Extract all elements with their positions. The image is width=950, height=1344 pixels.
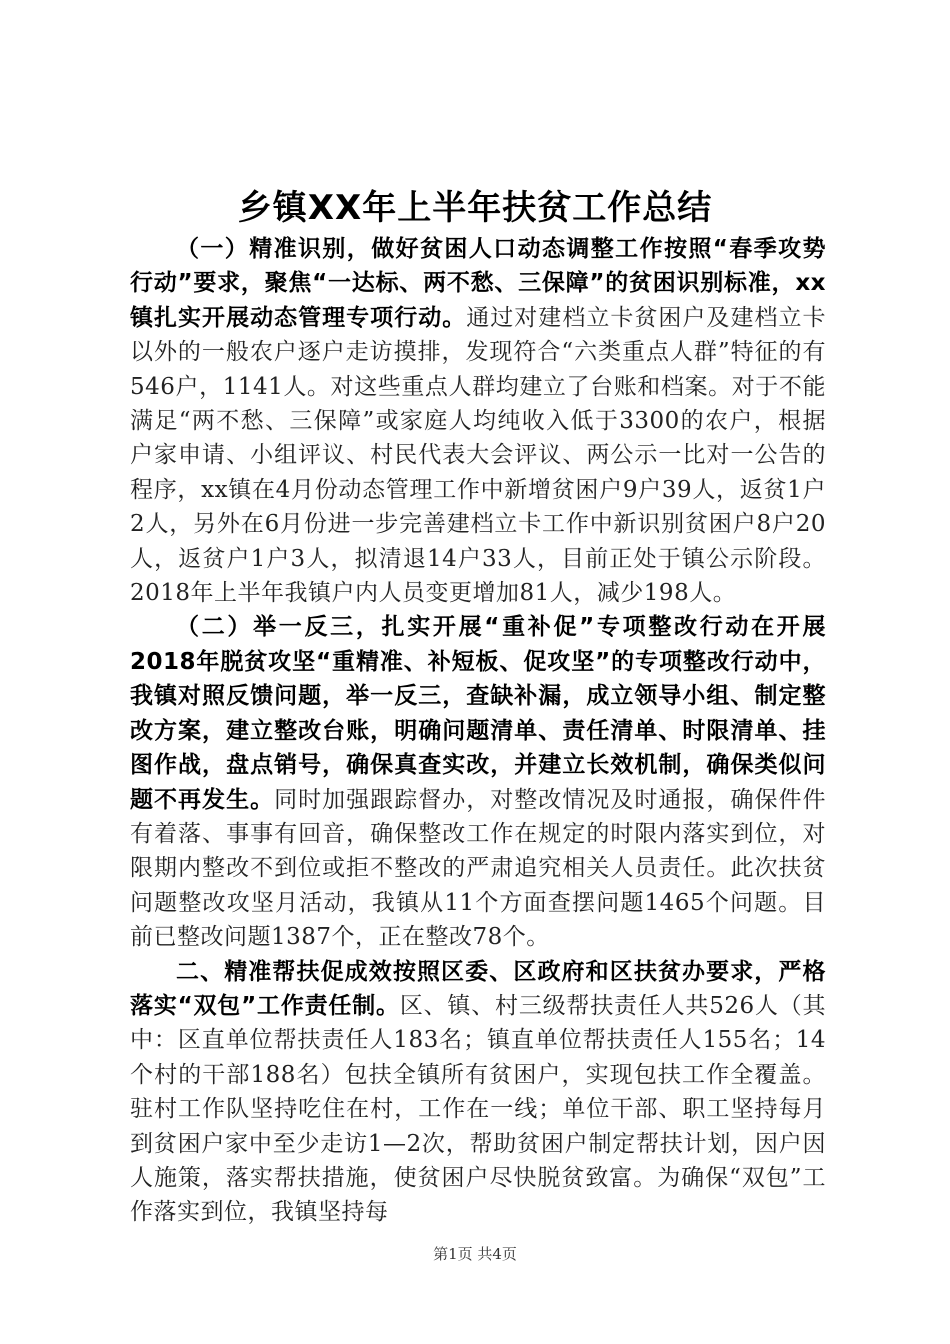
paragraph-lead: （二）举一反三，扎实开展“重补促”专项整改行动在开展2018年脱贫攻坚“重精准、补短板、促攻坚”的专项整改行动中，我镇对照反馈问题，举一反三，查缺补漏，成立领导小组、制定整改方案，建立整改台账，明确问题清单、责任清单、时限清单、挂图作战，盘点销号，确保真查实改，并建立长效机制，确保类似问题不再发生。 bbox=[130, 614, 826, 813]
paragraph-assistance bbox=[130, 955, 826, 1230]
paragraph-text: 通过对建档立卡贫困户及建档立卡以外的一般农户逐户走访摸排，发现符合“六类重点人群”特征的有546户，1141人。对这些重点人群均建立了台账和档案。对于不能满足“两不愁、三保障”或家庭人均纯收入低于3300的农户，根据户家申请、小组评议、村民代表大会评议、两公示一比对一公告的程序，xx镇在4月份动态管理工作中新增贫困户9户39人，返贫1户2人，另外在6月份进一步完善建档立卡工作中新识别贫困户8户20人，返贫户1户3人，拟清退14户33人，目前正处于镇公示阶段。2018年上半年我镇户内人员变更增加81人，减少198人。 bbox=[130, 304, 827, 607]
page-footer: 第1页 共4页 bbox=[433, 1245, 517, 1263]
paragraph-lead: 二、精准帮扶促成效按照区委、区政府和区扶贫办要求，严格落实“双包”工作责任制。 bbox=[130, 958, 826, 1019]
paragraph-identification bbox=[130, 232, 826, 610]
paragraph-text: 同时加强跟踪督办，对整改情况及时通报，确保件件有着落、事事有回音，确保整改工作在规定的时限内落实到位，对限期内整改不到位或拒不整改的严肃追究相关人员责任。此次扶贫问题整改攻坚月活动，我镇从11个方面查摆问题1465个问题。目前已整改问题1387个，正在整改78个。 bbox=[130, 786, 827, 951]
document-title: 乡镇XX年上半年扶贫工作总结 bbox=[237, 188, 713, 228]
paragraph-rectification bbox=[130, 610, 826, 954]
paragraph-lead: （一）精准识别，做好贫困人口动态调整工作按照“春季攻势行动”要求，聚焦“一达标、两不愁、三保障”的贫困识别标准，xx镇扎实开展动态管理专项行动。 bbox=[130, 236, 826, 331]
document-body bbox=[130, 232, 826, 1230]
paragraph-text: 区、镇、村三级帮扶责任人共526人（其中：区直单位帮扶责任人183名；镇直单位帮扶责任人155名；14个村的干部188名）包扶全镇所有贫困户，实现包扶工作全覆盖。驻村工作队坚持吃住在村，工作在一线；单位干部、职工坚持每月到贫困户家中至少走访1—2次，帮助贫困户制定帮扶计划，因户因人施策，落实帮扶措施，使贫困户尽快脱贫致富。为确保“双包”工作落实到位，我镇坚持每 bbox=[130, 992, 827, 1226]
